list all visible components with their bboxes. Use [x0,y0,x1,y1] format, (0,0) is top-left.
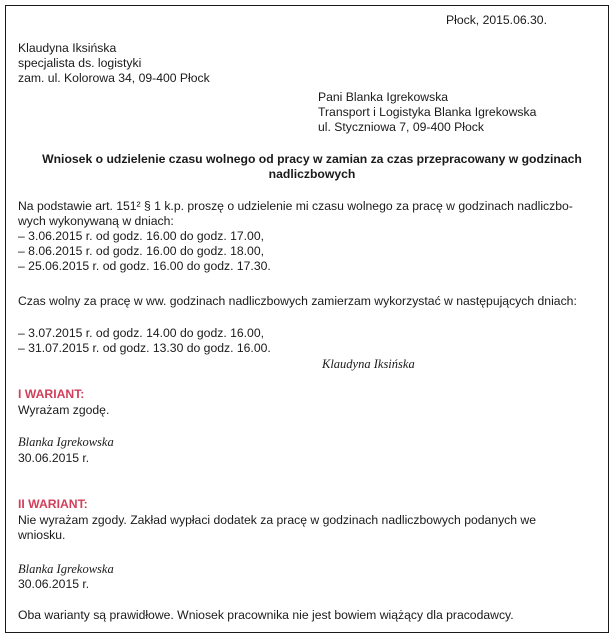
sender-address: zam. ul. Kolorowa 34, 09-400 Płock [18,71,210,85]
variant-2-signature: Blanka Igrekowska [18,562,114,576]
variant-2-text-line-1: Nie wyrażam zgody. Zakład wypłaci dodatek za pracę w godzinach nadliczbowych podanych we [18,513,537,527]
employee-signature: Klaudyna Iksińska [322,357,415,371]
recipient-block [318,90,536,135]
variant-2-label: II WARIANT: [18,497,88,511]
variant-1-text: Wyrażam zgodę. [18,403,110,417]
document-title [26,152,598,182]
variant-1-label: I WARIANT: [18,387,85,401]
recipient-address: ul. Styczniowa 7, 09-400 Płock [318,120,484,134]
variant-1-signature: Blanka Igrekowska [18,435,114,449]
free-time-date-item: – 3.07.2015 r. od godz. 14.00 do godz. 16.00, [18,326,264,340]
variant-2-text [18,513,536,543]
free-time-date-item: – 31.07.2015 r. od godz. 13.30 do godz. 16.00. [18,341,271,355]
free-time-list [18,326,271,356]
intro-line-1: Na podstawie art. 151² § 1 k.p. proszę o udzielenie mi czasu wolnego za pracę w godzinach nadliczbo- [18,199,573,213]
overtime-date-item: – 25.06.2015 r. od godz. 16.00 do godz. 17.30. [18,259,271,273]
sender-position: specjalista ds. logistyki [18,56,142,70]
recipient-company: Transport i Logistyka Blanka Igrekowska [318,105,537,119]
variant-2-text-line-2: wniosku. [18,528,66,542]
sender-block [18,41,210,86]
title-line-1: Wniosek o udzielenie czasu wolnego od pracy w zamian za czas przepracowany w godzinach [42,152,582,166]
place-date: Płock, 2015.06.30. [446,13,547,27]
free-time-intro: Czas wolny za pracę w ww. godzinach nadliczbowych zamierzam wykorzystać w następujących dniach: [18,294,577,308]
variant-2-date: 30.06.2015 r. [18,577,90,591]
request-paragraph [18,199,573,274]
title-line-2: nadliczbowych [268,167,356,181]
variant-1-date: 30.06.2015 r. [18,451,90,465]
conclusion: Oba warianty są prawidłowe. Wniosek pracownika nie jest bowiem wiążący dla pracodawcy. [18,608,514,622]
overtime-date-item: – 8.06.2015 r. od godz. 16.00 do godz. 18.00, [18,244,264,258]
intro-line-2: wych wykonywaną w dniach: [18,214,174,228]
document-page [5,5,609,633]
overtime-date-item: – 3.06.2015 r. od godz. 16.00 do godz. 17.00, [18,229,264,243]
recipient-name: Pani Blanka Igrekowska [318,90,449,104]
sender-name: Klaudyna Iksińska [18,41,117,55]
